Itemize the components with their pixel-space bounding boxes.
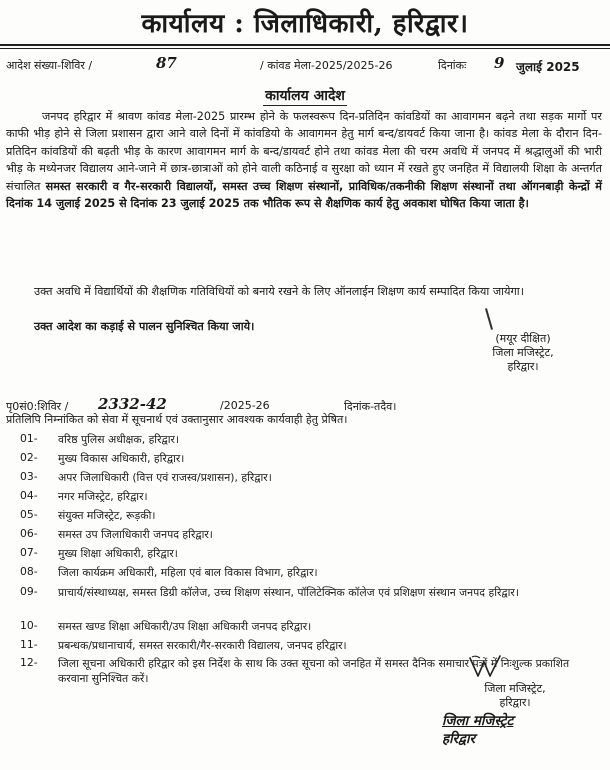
copy-to-intro: प्रतिलिपि निम्नांकित को सेवा में सूचनार्थ एवं उक्तानुसार आवश्यक कार्यवाही हेतु प्रेषित। — [6, 413, 348, 426]
paragraph-3-text: उक्त आदेश का कड़ाई से पालन सुनिश्चित किया जाये। — [34, 320, 255, 333]
list-item: 08- जिला कार्यक्रम अधिकारी, महिला एवं बाल विकास विभाग, हरिद्वार। — [20, 565, 318, 579]
order-date-label: दिनांकः — [438, 59, 467, 72]
order-date-day-handwritten: 9 — [494, 54, 505, 72]
signatory-2-place: हरिद्वार। — [499, 696, 531, 709]
office-order-heading: कार्यालय आदेश — [265, 88, 345, 104]
list-item: 11- प्रबन्धक/प्रधानाचार्य, समस्त सरकारी/गैर-सरकारी विद्यालय, जनपद हरिद्वार। — [20, 638, 347, 652]
list-item: 03- अपर जिलाधिकारी (वित्त एवं राजस्व/प्रशासन), हरिद्वार। — [20, 470, 272, 484]
office-header-title: कार्यालय : जिलाधिकारी, हरिद्वार। — [141, 9, 469, 39]
memo-number-handwritten: 2332-42 — [98, 395, 167, 413]
order-number-handwritten: 87 — [156, 54, 177, 72]
list-item: 02- मुख्य विकास अधिकारी, हरिद्वार। — [20, 451, 185, 465]
signature-scribble-icon — [468, 654, 502, 680]
stamp-title: जिला मजिस्ट्रेट — [442, 713, 514, 729]
list-item: 06- समस्त उप जिलाधिकारी जनपद हरिद्वार। — [20, 527, 213, 541]
list-item: 05- संयुक्त मजिस्ट्रेट, रूड़की। — [20, 508, 156, 522]
stamp-place: हरिद्वार — [442, 731, 475, 747]
signatory-place: हरिद्वार। — [507, 360, 539, 373]
paragraph-1-text: जनपद हरिद्वार में श्रावण कांवड मेला-2025 प्रारम्भ होने के फलस्वरूप दिन-प्रतिदिन कांवडियों का आवागमन बढ़ने तथा सड़क मार्गो पर काफी भीड़ होने से जिला प्रशासन द्वारा आने वाले दिनों में कांवडियो के आवागमन हेतु मार्ग बन्द/डायवर्ट किया जाना है। कांवड मेला के दौरान दिन-प्रतिदिन कांवडियों की बढ़ती भीड़ के कारण आवागमन मार्ग के बन्द/डायवर्ट होने तथा कांवड मेला की चरम अवधि में जनपद में श्रद्धालुओं की भारी भीड़ के मध्येनजर विद्यालय आने-जाने में छात्र-छात्राओं को होने वाली कठिनाई व सुरक्षा को ध्यान में रखते हुए जनहित में विद्यालयी शिक्षा के अन्तर्गत संचालित — [6, 110, 602, 193]
paragraph-2-text: उक्त अवधि में विद्यार्थियों की शैक्षणिक गतिविधियों को बनाये रखने के लिए ऑनलाईन शिक्षण कार्य सम्पादित किया जायेगा। — [34, 285, 524, 298]
list-item: 09- प्राचार्य/संस्थाध्यक्ष, समस्त डिग्री कॉलेज, उच्च शिक्षण संस्थान, पॉलिटेक्निक कॉलेज एवं प्रशिक्षण संस्थान जनपद हरिद्वार। — [20, 585, 519, 599]
signatory-block-2 — [440, 682, 590, 710]
header-divider-thin — [0, 48, 610, 49]
order-body-paragraph-1 — [6, 108, 602, 212]
official-stamp — [442, 712, 582, 748]
list-item: 07- मुख्य शिक्षा अधिकारी, हरिद्वार। — [20, 546, 178, 560]
order-date-month-year: जुलाई 2025 — [516, 60, 580, 74]
order-reference-line — [6, 56, 606, 76]
memo-label: पृ0सं0:शिविर / — [6, 400, 69, 413]
order-subject: / कांवड मेला-2025/2025-26 — [260, 59, 393, 72]
signatory-2-designation: जिला मजिस्ट्रेट, — [484, 682, 546, 695]
signatory-block-1 — [458, 332, 588, 374]
list-item: 12- जिला सूचना अधिकारी हरिद्वार को इस निर्देश के साथ कि उक्त सूचना को जनहित में समस्त दैनिक समाचार पत्रों में निःशुल्क प्रकाशित करवाना सुनिश्चित करें। — [20, 656, 570, 685]
paragraph-1-bold-holiday-notice: समस्त सरकारी व गैर-सरकारी विद्यालयों, समस्त उच्च शिक्षण संस्थानों, प्राविधिक/तकनीकी शिक्षण संस्थानों तथा ऑगनबाड़ी केन्द्रों में दिनांक 14 जुलाई 2025 से दिनांक 23 जुलाई 2025 तक भौतिक रूप से शैक्षणिक कार्य हेतु अवकाश घोषित किया जाता है। — [6, 179, 602, 211]
list-item: 01- वरिष्ठ पुलिस अधीक्षक, हरिद्वार। — [20, 432, 180, 446]
header-divider — [0, 44, 610, 46]
order-body-paragraph-2 — [6, 283, 602, 300]
memo-year: /2025-26 — [220, 399, 270, 412]
list-item: 10- समस्त खण्ड शिक्षा अधिकारी/उप शिक्षा अधिकारी जनपद हरिद्वार। — [20, 619, 312, 633]
signatory-name: (मयूर दीक्षित) — [495, 332, 551, 345]
memo-date: दिनांक-तदैव। — [344, 400, 397, 413]
signatory-designation: जिला मजिस्ट्रेट, — [492, 346, 554, 359]
order-number-label: आदेश संख्या-शिविर / — [6, 59, 93, 72]
list-item: 04- नगर मजिस्ट्रेट, हरिद्वार। — [20, 489, 148, 503]
